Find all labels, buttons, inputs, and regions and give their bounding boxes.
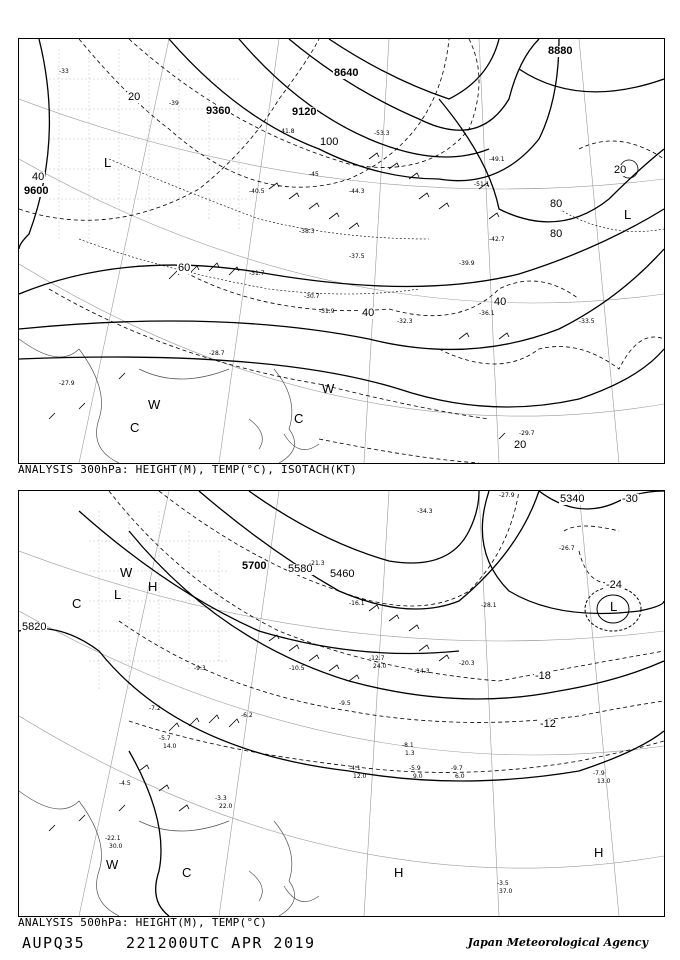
station-temp: -27.9 — [499, 492, 515, 499]
station-temp: -33.5 — [579, 318, 595, 325]
station-temp: -9.7 — [451, 765, 463, 772]
panel-caption-300: ANALYSIS 300hPa: HEIGHT(M), TEMP(°C), ISOTACH(KT) — [18, 463, 358, 476]
station-temp: -21.3 — [309, 560, 325, 567]
analysis-300hpa-map — [18, 38, 665, 464]
isotach-label: 40 — [362, 307, 375, 319]
low-center-marker: L — [610, 599, 618, 614]
panel-caption-500: ANALYSIS 500hPa: HEIGHT(M), TEMP(°C) — [18, 916, 268, 929]
isotach-label: 60 — [178, 262, 191, 274]
warm-center-marker: W — [322, 381, 335, 396]
isotherm-label: -12 — [540, 718, 556, 730]
warm-center-marker: W — [148, 397, 161, 412]
height-label: 9120 — [292, 106, 317, 118]
height-label: 9360 — [206, 105, 231, 117]
station-temp: -9.5 — [339, 700, 351, 707]
valid-time: 221200UTC APR 2019 — [126, 934, 316, 952]
warm-center-marker: W — [106, 857, 119, 872]
station-temp: -39 — [169, 100, 179, 107]
station-temp: -20.3 — [459, 660, 475, 667]
station-temp: -42.7 — [489, 236, 505, 243]
cold-center-marker: C — [130, 420, 140, 435]
station-temp: -14.3 — [414, 668, 430, 675]
station-temp: -28.1 — [481, 602, 497, 609]
station-temp: -33 — [59, 68, 69, 75]
station-value: 13.0 — [597, 778, 611, 785]
station-temp: -32.3 — [397, 318, 413, 325]
map-300-linework — [19, 39, 664, 463]
station-temp: -27.9 — [59, 380, 75, 387]
station-temp: -5.7 — [159, 735, 171, 742]
station-temp: -37.5 — [349, 253, 365, 260]
chart-id: AUPQ35 — [22, 934, 86, 952]
low-center-marker: L — [624, 207, 632, 222]
height-label: 5580 — [288, 563, 313, 575]
high-center-marker: H — [148, 579, 158, 594]
station-temp: -8.1 — [402, 742, 414, 749]
station-temp: -5.9 — [409, 765, 421, 772]
station-temp: -3.3 — [215, 795, 227, 802]
station-temp: -53.3 — [374, 130, 390, 137]
isotach-lines-300 — [19, 39, 664, 463]
wind-barbs-300 — [49, 153, 509, 439]
station-temp: -4.5 — [119, 780, 131, 787]
station-value: 12.0 — [353, 773, 367, 780]
station-temp: -4.1 — [349, 765, 361, 772]
station-temp: -31.7 — [249, 270, 265, 277]
isotach-label: 40 — [32, 171, 45, 183]
low-center-marker: L — [104, 155, 112, 170]
isotherm-label: -24 — [606, 579, 622, 591]
isotherm-label: -18 — [535, 670, 551, 682]
station-value: 6.0 — [455, 773, 465, 780]
station-temp: -16.1 — [349, 600, 365, 607]
high-center-marker: H — [594, 845, 604, 860]
station-temp: -29.7 — [519, 430, 535, 437]
isotach-label: 40 — [494, 296, 507, 308]
station-temp: -45 — [309, 171, 319, 178]
station-temp: -51.1 — [474, 181, 490, 188]
station-value: 24.0 — [373, 663, 387, 670]
station-temp: -22.1 — [105, 835, 121, 842]
station-value: 14.0 — [163, 743, 177, 750]
isotach-label: 20 — [514, 439, 527, 451]
isotach-label: 20 — [614, 164, 627, 176]
station-temp: -40.5 — [249, 188, 265, 195]
isotach-label: 100 — [320, 136, 339, 148]
coastline-500 — [19, 791, 319, 916]
height-label: 5460 — [330, 568, 355, 580]
height-label: 8640 — [334, 67, 359, 79]
analysis-500hpa-map — [18, 490, 665, 917]
high-center-marker: H — [394, 865, 404, 880]
warm-center-marker: W — [120, 565, 133, 580]
height-contours-300 — [19, 39, 664, 407]
graticule-300 — [19, 39, 664, 463]
isotherm-label: -30 — [622, 493, 638, 505]
station-temp: -6.2 — [241, 712, 253, 719]
station-temp: -34.3 — [417, 508, 433, 515]
station-temp: -3.5 — [497, 880, 509, 887]
height-label: 5820 — [22, 621, 47, 633]
agency-name: Japan Meteorological Agency — [467, 936, 648, 949]
station-value: 30.0 — [109, 843, 123, 850]
isotherm-lines-300 — [79, 155, 664, 294]
station-temp: -36.1 — [479, 310, 495, 317]
station-value: 37.0 — [499, 888, 513, 895]
height-label: 8880 — [548, 45, 573, 57]
cold-center-marker: C — [294, 411, 304, 426]
cold-center-marker: C — [72, 596, 82, 611]
station-temp: -41.8 — [279, 128, 295, 135]
station-temp: -9.3 — [194, 665, 206, 672]
height-label: 5700 — [242, 560, 267, 572]
station-temp: -7.2 — [149, 705, 161, 712]
isotach-label: 20 — [128, 91, 141, 103]
station-value: 1.3 — [405, 750, 415, 757]
station-temp: -10.5 — [289, 665, 305, 672]
station-temp: -30.7 — [304, 293, 320, 300]
station-temp: -31.9 — [319, 308, 335, 315]
station-temp: -12.7 — [369, 655, 385, 662]
station-temp: -39.9 — [459, 260, 475, 267]
cold-center-marker: C — [182, 865, 192, 880]
station-temp: -44.3 — [349, 188, 365, 195]
station-temp: -38.3 — [299, 228, 315, 235]
station-temp: -49.1 — [489, 156, 505, 163]
isotach-label: 80 — [550, 198, 563, 210]
station-value: 22.0 — [219, 803, 233, 810]
terrain-mask-300 — [49, 49, 249, 239]
station-temp: -28.7 — [209, 350, 225, 357]
height-label: 9600 — [24, 185, 49, 197]
low-center-marker: L — [114, 587, 122, 602]
isotach-label: 80 — [550, 228, 563, 240]
station-temp: -26.7 — [559, 545, 575, 552]
height-label: 5340 — [560, 493, 585, 505]
station-temp: -7.9 — [593, 770, 605, 777]
station-value: 9.0 — [413, 773, 423, 780]
